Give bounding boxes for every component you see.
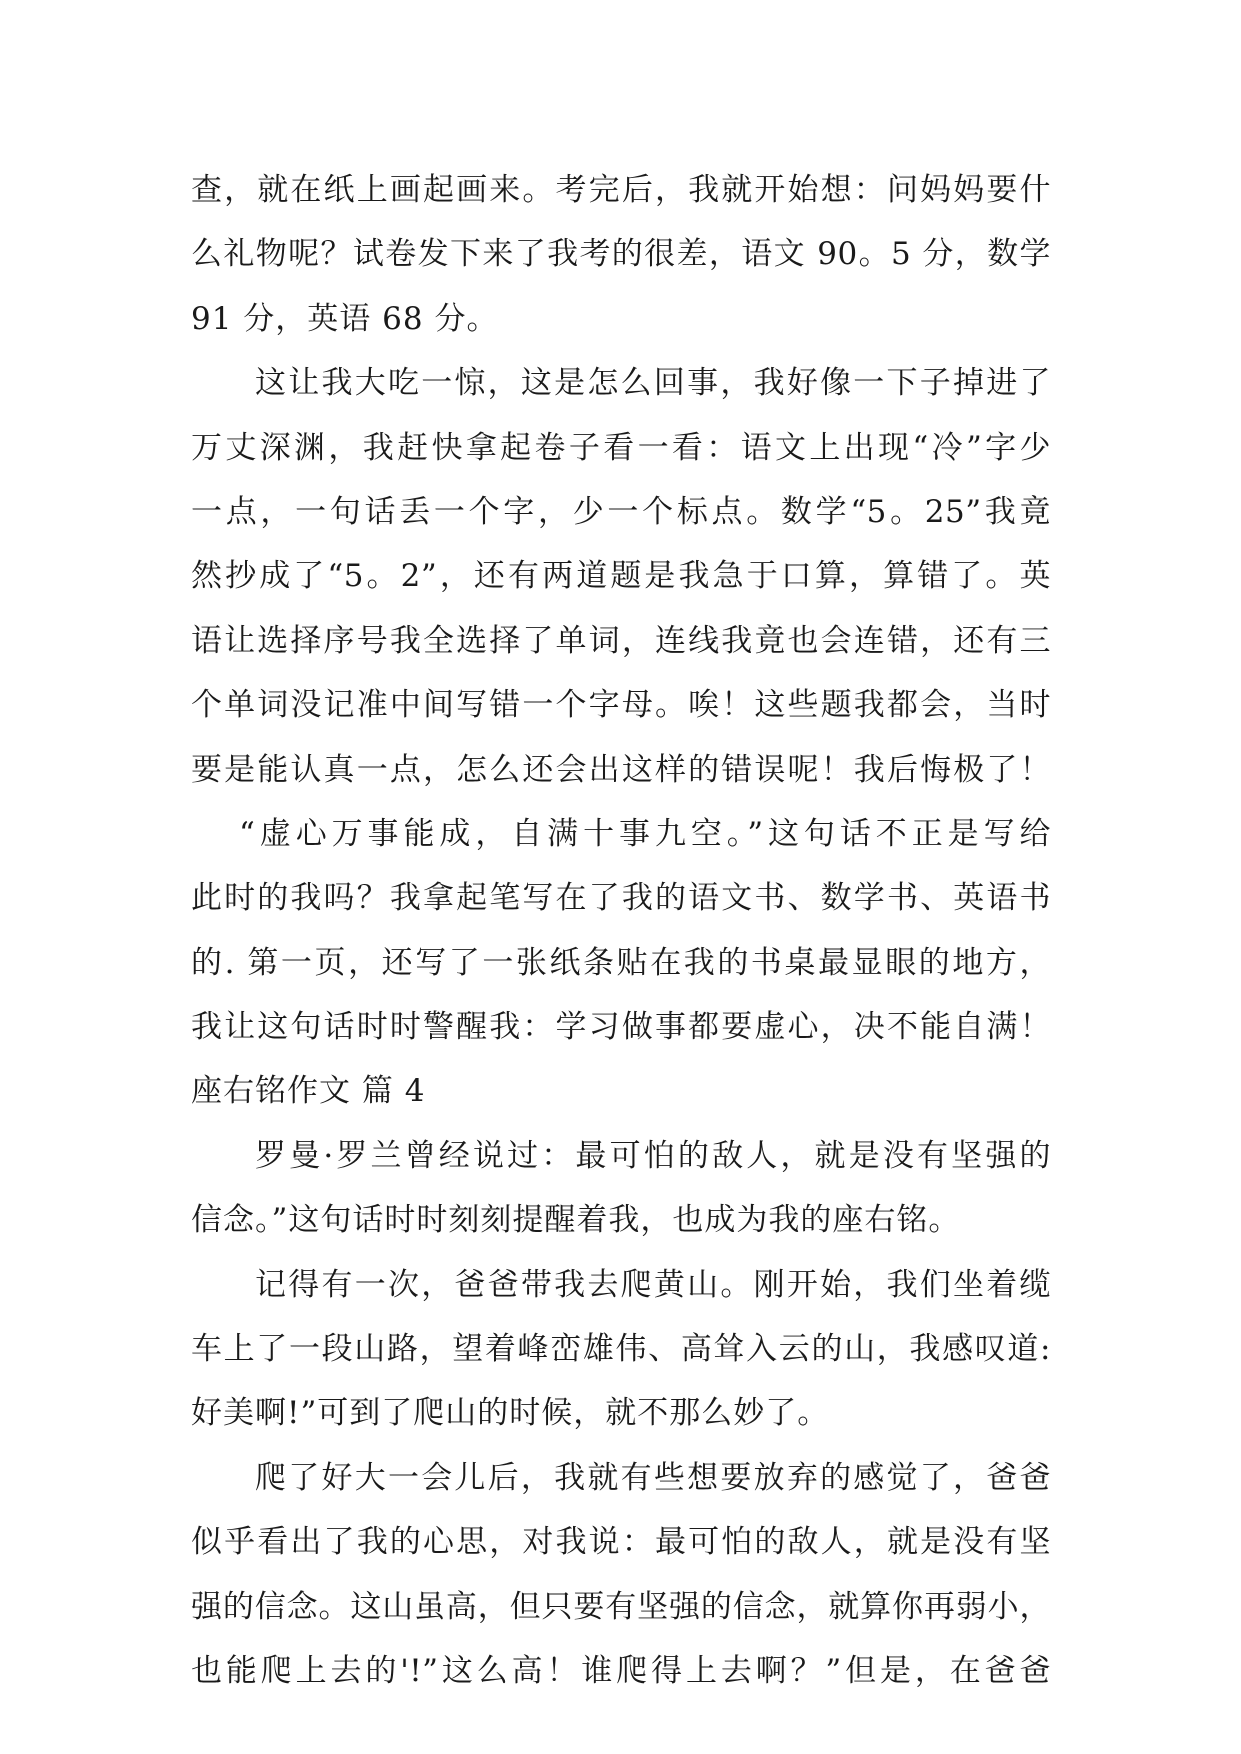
text-line: 么礼物呢？试卷发下来了我考的很差，语文 90。5 分，数学 (191, 236, 1051, 273)
text-line: 一点，一句话丢一个字，少一个标点。数学“5。25”我竟 (191, 493, 1051, 530)
text-line: 要是能认真一点，怎么还会出这样的错误呢！我后悔极了！ (191, 751, 1051, 788)
text-line: 此时的我吗？我拿起笔写在了我的语文书、数学书、英语书 (191, 880, 1051, 917)
text-line: 的. 第一页，还写了一张纸条贴在我的书桌最显眼的地方， (191, 944, 1051, 981)
paragraph-start-line: 爬了好大一会儿后，我就有些想要放弃的感觉了，爸爸 (255, 1459, 1051, 1496)
text-line: 好美啊!”可到了爬山的时候，就不那么妙了。 (191, 1395, 830, 1432)
text-line: 车上了一段山路，望着峰峦雄伟、高耸入云的山，我感叹道: (191, 1331, 1051, 1368)
text-line: 语让选择序号我全选择了单词，连线我竟也会连错，还有三 (191, 622, 1051, 659)
paragraph-start-line: 罗曼·罗兰曾经说过：最可怕的敌人，就是没有坚强的 (255, 1137, 1051, 1174)
section-heading: 座右铭作文 篇 4 (191, 1073, 426, 1110)
essay-text (191, 158, 1051, 1703)
text-line: 也能爬上去的'!”这么高！谁爬得上去啊？”但是，在爸爸 (191, 1652, 1051, 1689)
text-line: 信念。”这句话时时刻刻提醒着我，也成为我的座右铭。 (191, 1202, 961, 1239)
text-line: 个单词没记准中间写错一个字母。唉！这些题我都会，当时 (191, 687, 1051, 724)
text-line: 我让这句话时时警醒我：学习做事都要虚心，决不能自满！ (191, 1009, 1051, 1046)
text-line: 然抄成了“5。2”，还有两道题是我急于口算，算错了。英 (191, 558, 1051, 595)
text-line: 91 分，英语 68 分。 (191, 300, 499, 337)
text-line: 万丈深渊，我赶快拿起卷子看一看：语文上出现“冷”字少 (191, 429, 1051, 466)
text-line: 查，就在纸上画起画来。考完后，我就开始想：问妈妈要什 (191, 172, 1051, 208)
paragraph-start-line: 这让我大吃一惊，这是怎么回事，我好像一下子掉进了 (255, 365, 1051, 402)
paragraph-start-line: “虚心万事能成，自满十事九空。”这句话不正是写给 (239, 815, 1051, 852)
text-line: 强的信念。这山虽高，但只要有坚强的信念，就算你再弱小， (191, 1588, 1051, 1625)
text-line: 似乎看出了我的心思，对我说：最可怕的敌人，就是没有坚 (191, 1524, 1051, 1561)
paragraph-start-line: 记得有一次，爸爸带我去爬黄山。刚开始，我们坐着缆 (255, 1266, 1051, 1303)
